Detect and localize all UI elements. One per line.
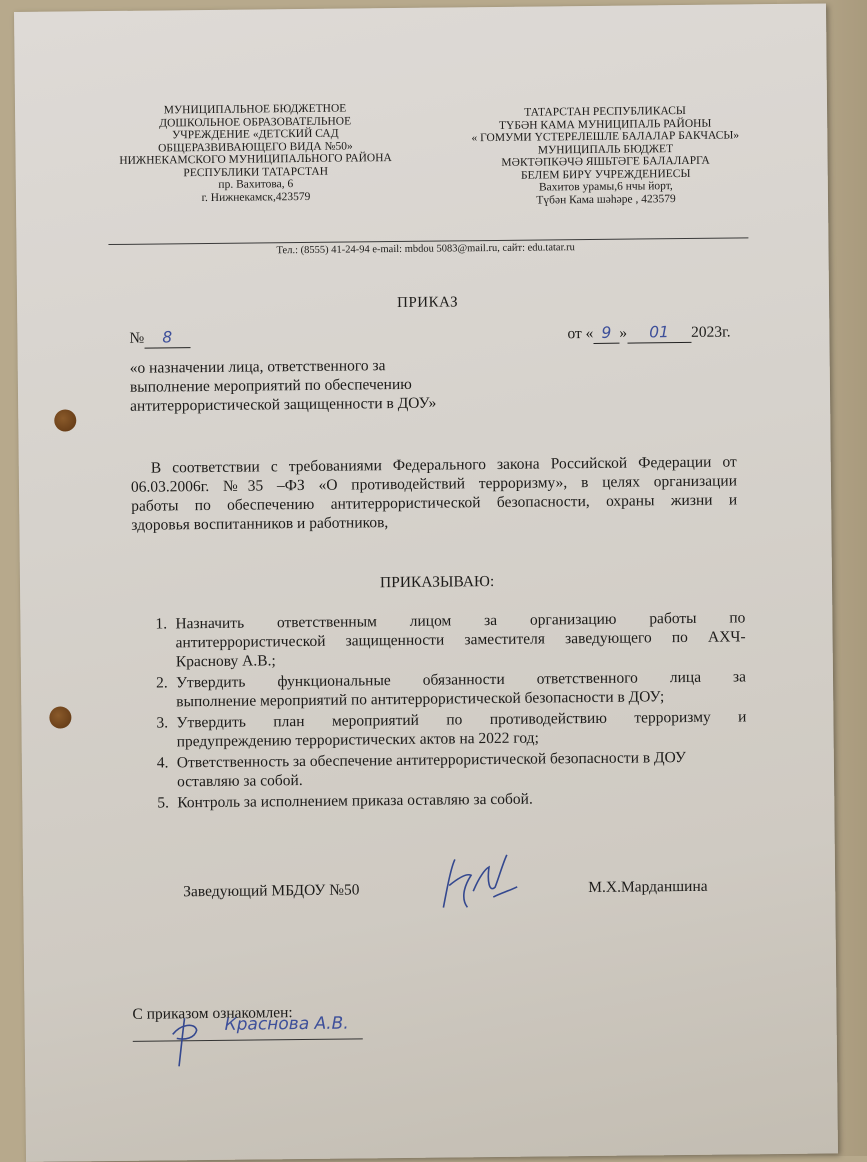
acquainted-label: С приказом ознакомлен: <box>132 1004 293 1023</box>
subject-line: «о назначении лица, ответственного за <box>129 357 386 377</box>
header-right-line: МУНИЦИПАЛЬ БЮДЖЕТ <box>537 142 674 157</box>
preamble-line: В соответствии с требованиями Федерального закона Российской Федерации от <box>150 453 737 477</box>
item-line: Краснову А.В.; <box>175 652 276 671</box>
header-left <box>105 102 406 205</box>
document-page <box>14 3 838 1161</box>
header-right-line: БЕЛЕМ БИРҮ УЧРЕЖДЕНИЕСЫ <box>520 167 691 182</box>
preamble-line: работы по обеспечению антитеррористической безопасности, охраны жизни и <box>131 491 738 515</box>
preamble <box>131 452 738 534</box>
contacts-line: Тел.: (8555) 41-24-94 e-mail: mbdou 5083@mail.ru, сайт: edu.tatar.ru <box>276 242 575 257</box>
order-year: 2023г. <box>691 323 731 341</box>
header-right-line: ТАТАРСТАН РЕСПУБЛИКАСЫ <box>524 104 686 119</box>
employee-signature <box>164 1010 205 1070</box>
header-left-line: НИЖНЕКАМСКОГО МУНИЦИПАЛЬНОГО РАЙОНА <box>119 152 392 167</box>
subject-line: выполнение мероприятий по обеспечению <box>129 375 412 396</box>
list-item <box>156 707 746 751</box>
document-title: ПРИКАЗ <box>396 294 459 312</box>
preamble-line: 06.03.2006г. №35 –ФЗ «О противодействий терроризму», в целях организации <box>130 472 738 496</box>
item-line: Ответственность за обеспечение антитеррористической безопасности в ДОУ <box>176 749 686 772</box>
list-item <box>157 787 747 812</box>
employee-signature-drawing <box>164 1010 205 1070</box>
order-number-value: 8 <box>162 328 173 347</box>
command-word: ПРИКАЗЫВАЮ: <box>379 573 495 592</box>
punch-hole-bottom <box>49 706 71 728</box>
order-number <box>129 328 190 349</box>
item-number: 4. <box>156 754 169 772</box>
header-left-line: г. Нижнекамск,423579 <box>201 190 311 204</box>
acquainted-handwritten-name: Краснова А.В. <box>224 1013 349 1035</box>
item-line: антитеррористической защищенности заместителя заведующего по АХЧ- <box>175 628 746 652</box>
item-line: Контроль за исполнением приказа оставляю за собой. <box>177 790 533 812</box>
order-subject <box>130 355 471 416</box>
item-line: Утвердить функциональные обязанности ответственного лица за <box>175 668 747 692</box>
header-left-line: МУНИЦИПАЛЬНОЕ БЮДЖЕТНОЕ <box>163 102 347 117</box>
item-number: 3. <box>156 714 169 732</box>
header-right-line: Вахитов урамы,6 нчы йорт, <box>538 180 673 194</box>
header-left-line: ДОШКОЛЬНОЕ ОБРАЗОВАТЕЛЬНОЕ <box>159 114 352 129</box>
order-month: 01 <box>649 323 670 342</box>
header-left-line: УЧРЕЖДЕНИЕ «ДЕТСКИЙ САД <box>172 127 339 142</box>
order-date-mid: » <box>619 324 628 342</box>
preamble-line: здоровья воспитанников и работников, <box>131 514 389 534</box>
header-right <box>455 104 756 207</box>
order-date-prefix: от « <box>567 324 594 343</box>
list-item <box>155 608 746 671</box>
list-item <box>156 667 746 711</box>
order-date <box>567 323 730 345</box>
item-line: Утвердить план мероприятий по противодействию терроризму и <box>176 708 747 732</box>
item-number: 1. <box>155 615 168 633</box>
order-number-prefix: № <box>129 329 145 347</box>
header-left-line: РЕСПУБЛИКИ ТАТАРСТАН <box>183 165 329 179</box>
item-line: предупреждению террористических актов на 2022 год; <box>176 729 539 751</box>
signer-position: Заведующий МБДОУ №50 <box>183 881 360 901</box>
header-right-line: « ГОМУМИ ҮСТЕРЕЛЕШЛЕ БАЛАЛАР БАКЧАСЫ» <box>471 129 740 145</box>
header-right-line: ТҮБӘН КАМА МУНИЦИПАЛЬ РАЙОНЫ <box>498 117 712 132</box>
signer-name: М.Х.Марданшина <box>588 877 708 897</box>
header-left-line: пр. Вахитова, 6 <box>218 178 294 191</box>
header-left-line: ОБЩЕРАЗВИВАЮЩЕГО ВИДА №50» <box>158 139 353 154</box>
signature-drawing <box>433 847 524 918</box>
item-number: 5. <box>157 794 170 812</box>
header-right-line: Түбән Кама шәһәре , 423579 <box>536 192 676 207</box>
item-number: 2. <box>155 674 168 692</box>
item-line: оставляю за собой. <box>176 772 303 791</box>
subject-line: антитеррористической защищенности в ДОУ» <box>130 394 437 415</box>
director-signature <box>433 847 524 918</box>
item-line: Назначить ответственным лицом за организацию работы по <box>175 609 746 633</box>
punch-hole-top <box>54 409 76 431</box>
list-item <box>157 747 747 791</box>
header-right-line: МӘКТӘПКӘЧӘ ЯШЬТӘГЕ БАЛАЛАРГА <box>501 154 710 169</box>
order-items <box>155 608 747 812</box>
item-line: выполнение мероприятий по антитеррористической безопасности в ДОУ; <box>176 688 665 711</box>
order-day: 9 <box>601 323 612 342</box>
